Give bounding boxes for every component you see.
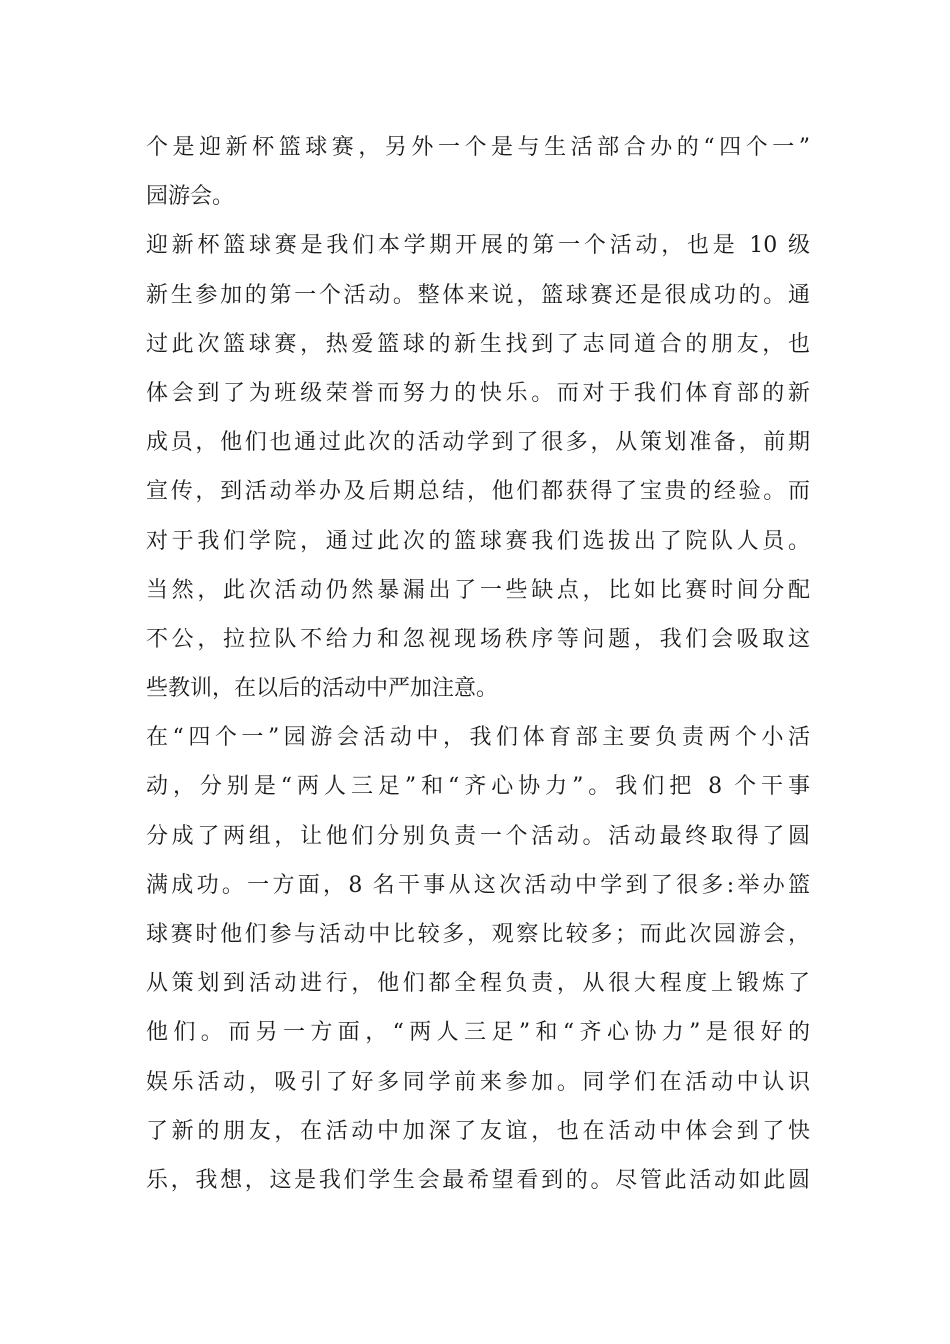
text-line: 园游会。 xyxy=(146,184,235,210)
text-line: 从策划到活动进行，他们都全程负责，从很大程度上锻炼了 xyxy=(146,971,810,997)
text-line: 成员，他们也通过此次的活动学到了很多，从策划准备，前期 xyxy=(146,430,810,456)
text-line: 球赛时他们参与活动中比较多，观察比较多；而此次园游会， xyxy=(146,922,810,947)
text-line: 动，分别是“两人三足”和“齐心协力”。我们把 8 个干事 xyxy=(146,774,810,800)
text-line: 个是迎新杯篮球赛，另外一个是与生活部合办的“四个一” xyxy=(146,135,810,160)
body-text xyxy=(146,123,810,1205)
text-line: 他们。而另一方面，“两人三足”和“齐心协力”是很好的 xyxy=(146,1020,810,1046)
text-line: 满成功。一方面，8 名干事从这次活动中学到了很多:举办篮 xyxy=(146,872,810,898)
text-line: 在“四个一”园游会活动中，我们体育部主要负责两个小活 xyxy=(146,725,810,751)
text-line: 当然，此次活动仍然暴漏出了一些缺点，比如比赛时间分配 xyxy=(146,577,810,603)
text-line: 迎新杯篮球赛是我们本学期开展的第一个活动，也是 10 级 xyxy=(146,233,810,259)
text-line: 宣传，到活动举办及后期总结，他们都获得了宝贵的经验。而 xyxy=(146,479,810,505)
text-line: 体会到了为班级荣誉而努力的快乐。而对于我们体育部的新 xyxy=(146,380,810,406)
text-line: 新生参加的第一个活动。整体来说，篮球赛还是很成功的。通 xyxy=(146,282,810,308)
text-line: 对于我们学院，通过此次的篮球赛我们选拔出了院队人员。 xyxy=(146,528,810,554)
text-line: 乐，我想，这是我们学生会最希望看到的。尽管此活动如此圆 xyxy=(146,1167,810,1193)
text-line: 些教训，在以后的活动中严加注意。 xyxy=(146,676,499,702)
text-line: 娱乐活动，吸引了好多同学前来参加。同学们在活动中认识 xyxy=(146,1069,810,1095)
text-line: 不公，拉拉队不给力和忽视现场秩序等问题，我们会吸取这 xyxy=(146,626,810,652)
text-line: 分成了两组，让他们分别负责一个活动。活动最终取得了圆 xyxy=(146,823,810,849)
text-line: 了新的朋友，在活动中加深了友谊，也在活动中体会到了快 xyxy=(146,1118,810,1144)
text-line: 过此次篮球赛，热爱篮球的新生找到了志同道合的朋友，也 xyxy=(146,331,810,357)
